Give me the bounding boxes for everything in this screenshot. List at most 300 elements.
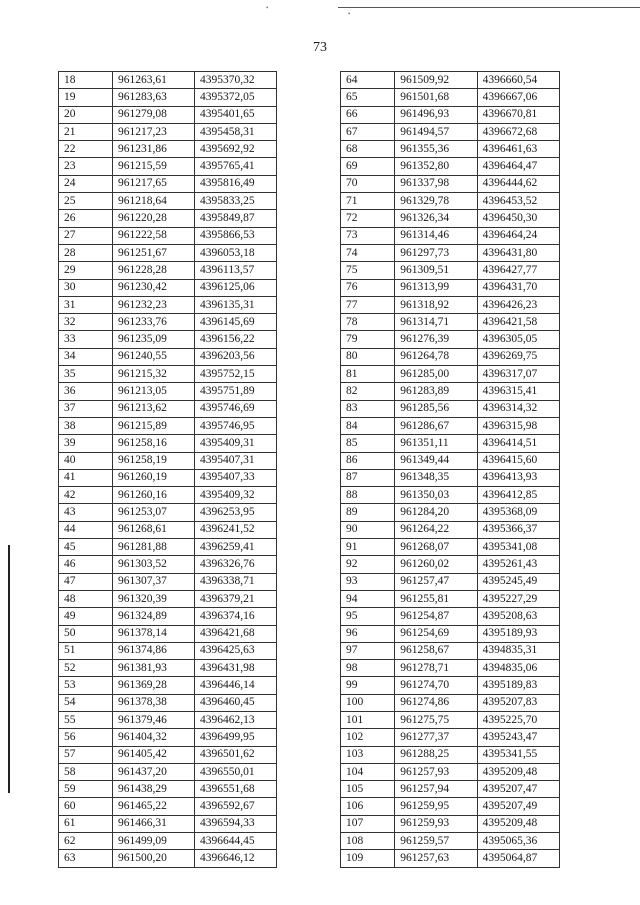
point-number-cell: 60: [59, 798, 113, 815]
x-coordinate-cell: 961329,78: [395, 193, 477, 210]
point-number-cell: 97: [341, 642, 395, 659]
y-coordinate-cell: 4396644,45: [195, 833, 277, 850]
point-number-cell: 53: [59, 677, 113, 694]
point-number-cell: 93: [341, 573, 395, 590]
point-number-cell: 25: [59, 193, 113, 210]
y-coordinate-cell: 4395225,70: [477, 711, 559, 728]
x-coordinate-cell: 961350,03: [395, 487, 477, 504]
table-row: [59, 417, 277, 434]
point-number-cell: 73: [341, 227, 395, 244]
x-coordinate-cell: 961235,09: [113, 331, 195, 348]
point-number-cell: 86: [341, 452, 395, 469]
point-number-cell: 29: [59, 262, 113, 279]
x-coordinate-cell: 961215,89: [113, 417, 195, 434]
table-row: [59, 435, 277, 452]
x-coordinate-cell: 961257,94: [395, 781, 477, 798]
table-row: [59, 227, 277, 244]
y-coordinate-cell: 4396427,77: [477, 262, 559, 279]
table-row: [59, 677, 277, 694]
table-row: [341, 625, 560, 642]
point-number-cell: 39: [59, 435, 113, 452]
x-coordinate-cell: 961215,32: [113, 366, 195, 383]
x-coordinate-cell: 961309,51: [395, 262, 477, 279]
x-coordinate-cell: 961378,14: [113, 625, 195, 642]
x-coordinate-cell: 961285,00: [395, 366, 477, 383]
y-coordinate-cell: 4396253,95: [195, 504, 277, 521]
table-row: [59, 366, 277, 383]
y-coordinate-cell: 4395207,83: [477, 694, 559, 711]
table-row: [341, 279, 560, 296]
y-coordinate-cell: 4395207,47: [477, 781, 559, 798]
y-coordinate-cell: 4395866,53: [195, 227, 277, 244]
table-row: [59, 175, 277, 192]
point-number-cell: 76: [341, 279, 395, 296]
y-coordinate-cell: 4396667,06: [477, 89, 559, 106]
x-coordinate-cell: 961379,46: [113, 711, 195, 728]
table-row: [59, 89, 277, 106]
point-number-cell: 48: [59, 590, 113, 607]
y-coordinate-cell: 4396460,45: [195, 694, 277, 711]
table-row: [59, 193, 277, 210]
x-coordinate-cell: 961215,59: [113, 158, 195, 175]
y-coordinate-cell: 4395261,43: [477, 556, 559, 573]
table-row: [341, 469, 560, 486]
point-number-cell: 66: [341, 106, 395, 123]
x-coordinate-cell: 961260,16: [113, 487, 195, 504]
point-number-cell: 84: [341, 417, 395, 434]
y-coordinate-cell: 4396374,16: [195, 608, 277, 625]
table-row: [59, 746, 277, 763]
point-number-cell: 72: [341, 210, 395, 227]
y-coordinate-cell: 4396317,07: [477, 366, 559, 383]
table-row: [341, 435, 560, 452]
point-number-cell: 64: [341, 72, 395, 89]
y-coordinate-cell: 4396269,75: [477, 348, 559, 365]
point-number-cell: 81: [341, 366, 395, 383]
table-row: [341, 833, 560, 850]
y-coordinate-cell: 4396414,51: [477, 435, 559, 452]
x-coordinate-cell: 961257,47: [395, 573, 477, 590]
x-coordinate-cell: 961258,67: [395, 642, 477, 659]
point-number-cell: 55: [59, 711, 113, 728]
y-coordinate-cell: 4395372,05: [195, 89, 277, 106]
y-coordinate-cell: 4395064,87: [477, 850, 559, 867]
point-number-cell: 46: [59, 556, 113, 573]
x-coordinate-cell: 961257,93: [395, 763, 477, 780]
table-row: [341, 711, 560, 728]
table-row: [341, 660, 560, 677]
table-row: [59, 660, 277, 677]
table-row: [59, 798, 277, 815]
x-coordinate-cell: 961220,28: [113, 210, 195, 227]
y-coordinate-cell: 4394835,06: [477, 660, 559, 677]
point-number-cell: 83: [341, 400, 395, 417]
table-row: [341, 89, 560, 106]
x-coordinate-cell: 961283,63: [113, 89, 195, 106]
point-number-cell: 105: [341, 781, 395, 798]
point-number-cell: 19: [59, 89, 113, 106]
table-row: [59, 314, 277, 331]
point-number-cell: 82: [341, 383, 395, 400]
table-row: [341, 504, 560, 521]
y-coordinate-cell: 4396462,13: [195, 711, 277, 728]
point-number-cell: 70: [341, 175, 395, 192]
x-coordinate-cell: 961500,20: [113, 850, 195, 867]
table-row: [59, 452, 277, 469]
x-coordinate-cell: 961268,61: [113, 521, 195, 538]
page-number: 73: [313, 40, 327, 55]
point-number-cell: 101: [341, 711, 395, 728]
point-number-cell: 57: [59, 746, 113, 763]
point-number-cell: 38: [59, 417, 113, 434]
point-number-cell: 20: [59, 106, 113, 123]
table-row: [59, 331, 277, 348]
y-coordinate-cell: 4396431,80: [477, 244, 559, 261]
x-coordinate-cell: 961313,99: [395, 279, 477, 296]
x-coordinate-cell: 961213,05: [113, 383, 195, 400]
table-row: [341, 366, 560, 383]
x-coordinate-cell: 961279,08: [113, 106, 195, 123]
x-coordinate-cell: 961274,70: [395, 677, 477, 694]
x-coordinate-cell: 961337,98: [395, 175, 477, 192]
point-number-cell: 50: [59, 625, 113, 642]
table-row: [59, 348, 277, 365]
y-coordinate-cell: 4396421,68: [195, 625, 277, 642]
point-number-cell: 24: [59, 175, 113, 192]
y-coordinate-cell: 4396259,41: [195, 539, 277, 556]
x-coordinate-cell: 961251,67: [113, 244, 195, 261]
table-row: [59, 573, 277, 590]
x-coordinate-cell: 961303,52: [113, 556, 195, 573]
table-row: [59, 815, 277, 832]
point-number-cell: 43: [59, 504, 113, 521]
point-number-cell: 23: [59, 158, 113, 175]
y-coordinate-cell: 4396203,56: [195, 348, 277, 365]
y-coordinate-cell: 4395368,09: [477, 504, 559, 521]
y-coordinate-cell: 4396499,95: [195, 729, 277, 746]
y-coordinate-cell: 4396314,32: [477, 400, 559, 417]
table-row: [59, 487, 277, 504]
table-row: [341, 141, 560, 158]
y-coordinate-cell: 4395752,15: [195, 366, 277, 383]
y-coordinate-cell: 4396241,52: [195, 521, 277, 538]
table-row: [341, 123, 560, 140]
y-coordinate-cell: 4396670,81: [477, 106, 559, 123]
y-coordinate-cell: 4395207,49: [477, 798, 559, 815]
point-number-cell: 77: [341, 296, 395, 313]
table-row: [341, 815, 560, 832]
table-row: [341, 417, 560, 434]
x-coordinate-cell: 961231,86: [113, 141, 195, 158]
x-coordinate-cell: 961369,28: [113, 677, 195, 694]
coordinates-table-right: [340, 71, 560, 868]
x-coordinate-cell: 961405,42: [113, 746, 195, 763]
point-number-cell: 41: [59, 469, 113, 486]
point-number-cell: 90: [341, 521, 395, 538]
table-row: [59, 642, 277, 659]
point-number-cell: 40: [59, 452, 113, 469]
x-coordinate-cell: 961232,23: [113, 296, 195, 313]
y-coordinate-cell: 4396672,68: [477, 123, 559, 140]
y-coordinate-cell: 4396444,62: [477, 175, 559, 192]
x-coordinate-cell: 961349,44: [395, 452, 477, 469]
point-number-cell: 27: [59, 227, 113, 244]
scan-artifact-line: [338, 7, 640, 8]
point-number-cell: 106: [341, 798, 395, 815]
point-number-cell: 28: [59, 244, 113, 261]
point-number-cell: 74: [341, 244, 395, 261]
y-coordinate-cell: 4396426,23: [477, 296, 559, 313]
y-coordinate-cell: 4395816,49: [195, 175, 277, 192]
y-coordinate-cell: 4395366,37: [477, 521, 559, 538]
y-coordinate-cell: 4396315,41: [477, 383, 559, 400]
table-row: [59, 72, 277, 89]
y-coordinate-cell: 4396592,67: [195, 798, 277, 815]
x-coordinate-cell: 961278,71: [395, 660, 477, 677]
point-number-cell: 30: [59, 279, 113, 296]
point-number-cell: 32: [59, 314, 113, 331]
table-row: [59, 625, 277, 642]
point-number-cell: 107: [341, 815, 395, 832]
x-coordinate-cell: 961283,89: [395, 383, 477, 400]
table-row: [59, 469, 277, 486]
point-number-cell: 96: [341, 625, 395, 642]
x-coordinate-cell: 961437,20: [113, 763, 195, 780]
table-row: [59, 850, 277, 867]
y-coordinate-cell: 4396425,63: [195, 642, 277, 659]
point-number-cell: 22: [59, 141, 113, 158]
x-coordinate-cell: 961263,61: [113, 72, 195, 89]
x-coordinate-cell: 961254,69: [395, 625, 477, 642]
x-coordinate-cell: 961258,16: [113, 435, 195, 452]
table-row: [59, 262, 277, 279]
y-coordinate-cell: 4395401,65: [195, 106, 277, 123]
y-coordinate-cell: 4395065,36: [477, 833, 559, 850]
y-coordinate-cell: 4396501,62: [195, 746, 277, 763]
table-row: [341, 746, 560, 763]
point-number-cell: 89: [341, 504, 395, 521]
y-coordinate-cell: 4395409,32: [195, 487, 277, 504]
table-row: [341, 694, 560, 711]
point-number-cell: 91: [341, 539, 395, 556]
point-number-cell: 35: [59, 366, 113, 383]
x-coordinate-cell: 961213,62: [113, 400, 195, 417]
x-coordinate-cell: 961254,87: [395, 608, 477, 625]
table-row: [341, 642, 560, 659]
x-coordinate-cell: 961352,80: [395, 158, 477, 175]
table-row: [341, 262, 560, 279]
table-row: [341, 573, 560, 590]
point-number-cell: 49: [59, 608, 113, 625]
point-number-cell: 33: [59, 331, 113, 348]
table-row: [59, 833, 277, 850]
x-coordinate-cell: 961218,64: [113, 193, 195, 210]
point-number-cell: 109: [341, 850, 395, 867]
y-coordinate-cell: 4396450,30: [477, 210, 559, 227]
y-coordinate-cell: 4396551,68: [195, 781, 277, 798]
x-coordinate-cell: 961276,39: [395, 331, 477, 348]
point-number-cell: 63: [59, 850, 113, 867]
x-coordinate-cell: 961351,11: [395, 435, 477, 452]
y-coordinate-cell: 4395409,31: [195, 435, 277, 452]
table-row: [59, 781, 277, 798]
x-coordinate-cell: 961233,76: [113, 314, 195, 331]
x-coordinate-cell: 961259,93: [395, 815, 477, 832]
x-coordinate-cell: 961281,88: [113, 539, 195, 556]
point-number-cell: 71: [341, 193, 395, 210]
table-row: [341, 521, 560, 538]
x-coordinate-cell: 961217,65: [113, 175, 195, 192]
point-number-cell: 52: [59, 660, 113, 677]
table-row: [341, 72, 560, 89]
point-number-cell: 18: [59, 72, 113, 89]
y-coordinate-cell: 4396113,57: [195, 262, 277, 279]
table-row: [59, 763, 277, 780]
point-number-cell: 103: [341, 746, 395, 763]
y-coordinate-cell: 4395189,93: [477, 625, 559, 642]
point-number-cell: 98: [341, 660, 395, 677]
y-coordinate-cell: 4395209,48: [477, 815, 559, 832]
point-number-cell: 87: [341, 469, 395, 486]
y-coordinate-cell: 4396156,22: [195, 331, 277, 348]
table-row: [341, 487, 560, 504]
table-row: [59, 158, 277, 175]
x-coordinate-cell: 961260,19: [113, 469, 195, 486]
y-coordinate-cell: 4395341,08: [477, 539, 559, 556]
point-number-cell: 34: [59, 348, 113, 365]
y-coordinate-cell: 4396431,70: [477, 279, 559, 296]
x-coordinate-cell: 961274,86: [395, 694, 477, 711]
y-coordinate-cell: 4395209,48: [477, 763, 559, 780]
y-coordinate-cell: 4395227,29: [477, 590, 559, 607]
x-coordinate-cell: 961230,42: [113, 279, 195, 296]
point-number-cell: 56: [59, 729, 113, 746]
scan-edge-artifact: [8, 545, 10, 793]
table-row: [341, 608, 560, 625]
x-coordinate-cell: 961314,46: [395, 227, 477, 244]
y-coordinate-cell: 4396660,54: [477, 72, 559, 89]
x-coordinate-cell: 961494,57: [395, 123, 477, 140]
x-coordinate-cell: 961258,19: [113, 452, 195, 469]
x-coordinate-cell: 961381,93: [113, 660, 195, 677]
x-coordinate-cell: 961217,23: [113, 123, 195, 140]
table-row: [341, 383, 560, 400]
x-coordinate-cell: 961264,22: [395, 521, 477, 538]
y-coordinate-cell: 4396446,14: [195, 677, 277, 694]
point-number-cell: 26: [59, 210, 113, 227]
x-coordinate-cell: 961284,20: [395, 504, 477, 521]
point-number-cell: 102: [341, 729, 395, 746]
point-number-cell: 45: [59, 539, 113, 556]
scan-speck: •: [348, 10, 351, 18]
y-coordinate-cell: 4395746,69: [195, 400, 277, 417]
table-row: [59, 400, 277, 417]
point-number-cell: 36: [59, 383, 113, 400]
y-coordinate-cell: 4396412,85: [477, 487, 559, 504]
table-row: [341, 850, 560, 867]
x-coordinate-cell: 961253,07: [113, 504, 195, 521]
x-coordinate-cell: 961277,37: [395, 729, 477, 746]
x-coordinate-cell: 961320,39: [113, 590, 195, 607]
table-row: [341, 348, 560, 365]
y-coordinate-cell: 4395245,49: [477, 573, 559, 590]
table-row: [341, 331, 560, 348]
point-number-cell: 58: [59, 763, 113, 780]
point-number-cell: 108: [341, 833, 395, 850]
point-number-cell: 68: [341, 141, 395, 158]
point-number-cell: 31: [59, 296, 113, 313]
x-coordinate-cell: 961285,56: [395, 400, 477, 417]
y-coordinate-cell: 4396431,98: [195, 660, 277, 677]
table-row: [59, 539, 277, 556]
y-coordinate-cell: 4396315,98: [477, 417, 559, 434]
table-row: [341, 781, 560, 798]
y-coordinate-cell: 4396125,06: [195, 279, 277, 296]
point-number-cell: 51: [59, 642, 113, 659]
table-row: [341, 556, 560, 573]
point-number-cell: 47: [59, 573, 113, 590]
point-number-cell: 44: [59, 521, 113, 538]
point-number-cell: 37: [59, 400, 113, 417]
point-number-cell: 80: [341, 348, 395, 365]
x-coordinate-cell: 961314,71: [395, 314, 477, 331]
point-number-cell: 104: [341, 763, 395, 780]
table-row: [59, 383, 277, 400]
table-row: [341, 106, 560, 123]
table-row: [341, 296, 560, 313]
point-number-cell: 54: [59, 694, 113, 711]
x-coordinate-cell: 961288,25: [395, 746, 477, 763]
x-coordinate-cell: 961297,73: [395, 244, 477, 261]
x-coordinate-cell: 961465,22: [113, 798, 195, 815]
x-coordinate-cell: 961259,95: [395, 798, 477, 815]
x-coordinate-cell: 961374,86: [113, 642, 195, 659]
y-coordinate-cell: 4396594,33: [195, 815, 277, 832]
x-coordinate-cell: 961240,55: [113, 348, 195, 365]
y-coordinate-cell: 4395751,89: [195, 383, 277, 400]
y-coordinate-cell: 4395692,92: [195, 141, 277, 158]
y-coordinate-cell: 4396421,58: [477, 314, 559, 331]
table-row: [341, 210, 560, 227]
x-coordinate-cell: 961275,75: [395, 711, 477, 728]
x-coordinate-cell: 961378,38: [113, 694, 195, 711]
y-coordinate-cell: 4395341,55: [477, 746, 559, 763]
point-number-cell: 95: [341, 608, 395, 625]
y-coordinate-cell: 4395458,31: [195, 123, 277, 140]
x-coordinate-cell: 961264,78: [395, 348, 477, 365]
y-coordinate-cell: 4394835,31: [477, 642, 559, 659]
y-coordinate-cell: 4396646,12: [195, 850, 277, 867]
x-coordinate-cell: 961438,29: [113, 781, 195, 798]
point-number-cell: 78: [341, 314, 395, 331]
table-row: [341, 400, 560, 417]
table-row: [59, 590, 277, 607]
x-coordinate-cell: 961326,34: [395, 210, 477, 227]
table-row: [59, 141, 277, 158]
y-coordinate-cell: 4395370,32: [195, 72, 277, 89]
x-coordinate-cell: 961496,93: [395, 106, 477, 123]
table-row: [59, 504, 277, 521]
y-coordinate-cell: 4396461,63: [477, 141, 559, 158]
point-number-cell: 67: [341, 123, 395, 140]
table-row: [341, 158, 560, 175]
point-number-cell: 100: [341, 694, 395, 711]
x-coordinate-cell: 961255,81: [395, 590, 477, 607]
table-row: [341, 729, 560, 746]
y-coordinate-cell: 4395849,87: [195, 210, 277, 227]
table-row: [341, 763, 560, 780]
y-coordinate-cell: 4395765,41: [195, 158, 277, 175]
